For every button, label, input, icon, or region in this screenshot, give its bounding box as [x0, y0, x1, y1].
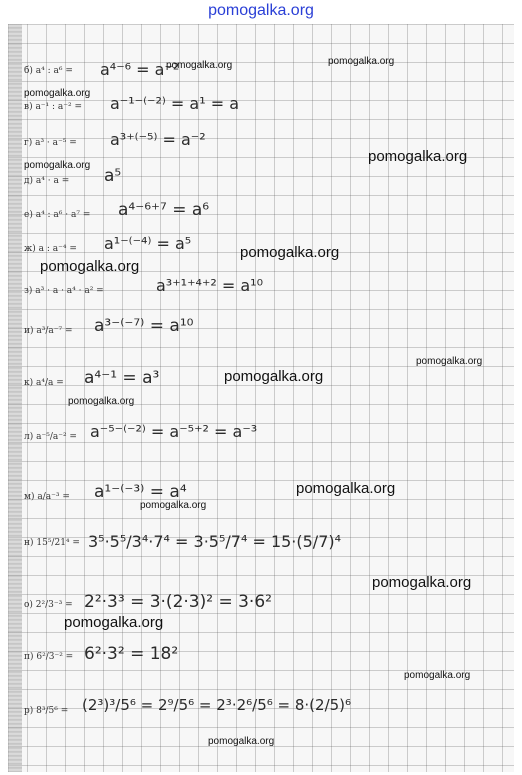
handwritten-solution: a¹⁻⁽⁻⁴⁾ = a⁵: [104, 234, 192, 253]
site-link[interactable]: pomogalka.org: [208, 2, 314, 19]
notebook-page: [8, 24, 514, 772]
watermark: pomogalka.org: [208, 736, 275, 747]
site-header: [0, 0, 522, 22]
handwritten-solution: a⁴⁻¹ = a³: [84, 368, 160, 388]
watermark: pomogalka.org: [24, 160, 91, 171]
watermark: pomogalka.org: [416, 356, 483, 367]
handwritten-solution: 2²·3³ = 3·(2·3)² = 3·6²: [84, 592, 272, 612]
handwritten-solution: 6²·3² = 18²: [84, 644, 179, 664]
watermark: pomogalka.org: [24, 88, 91, 99]
watermark: pomogalka.org: [328, 56, 395, 67]
exercise-label: к) a⁴/a =: [24, 378, 64, 388]
handwritten-solution: a¹⁻⁽⁻³⁾ = a⁴: [94, 482, 187, 502]
exercise-label: д) a⁴ · a =: [24, 176, 70, 186]
watermark: pomogalka.org: [240, 244, 340, 261]
exercise-label: м) a/a⁻³ =: [24, 492, 70, 502]
handwritten-solution: a⁻¹⁻⁽⁻²⁾ = a¹ = a: [110, 94, 240, 113]
watermark: pomogalka.org: [68, 396, 135, 407]
exercise-label: п) 6²/3⁻² =: [24, 652, 74, 662]
handwritten-solution: a⁴⁻⁶⁺⁷ = a⁶: [118, 200, 210, 220]
watermark: pomogalka.org: [166, 60, 233, 71]
exercise-label: в) a⁻¹ : a⁻² =: [24, 102, 83, 112]
watermark: pomogalka.org: [224, 368, 324, 385]
exercise-label: б) a⁴ : a⁶ =: [24, 66, 73, 76]
handwritten-solution: a⁴⁻⁶ = a⁻²: [100, 60, 180, 79]
watermark: pomogalka.org: [296, 480, 396, 497]
handwritten-solution: a³⁺⁽⁻⁵⁾ = a⁻²: [110, 130, 206, 149]
exercise-label: г) a³ · a⁻⁵ =: [24, 138, 77, 148]
exercise-label: л) a⁻⁵/a⁻² =: [24, 432, 77, 442]
handwritten-solution: a⁻⁵⁻⁽⁻²⁾ = a⁻⁵⁺² = a⁻³: [90, 422, 258, 441]
watermark: pomogalka.org: [368, 148, 468, 165]
exercise-label: ж) a : a⁻⁴ =: [24, 244, 77, 254]
handwritten-solution: a³⁻⁽⁻⁷⁾ = a¹⁰: [94, 316, 194, 336]
handwritten-solution: a⁵: [104, 166, 122, 186]
exercise-label: е) a⁴ : a⁶ · a⁷ =: [24, 210, 91, 220]
handwritten-solution: a³⁺¹⁺⁴⁺² = a¹⁰: [156, 276, 264, 295]
handwritten-solution: (2³)³/5⁶ = 2⁹/5⁶ = 2³·2⁶/5⁶ = 8·(2/5)⁶: [82, 696, 352, 714]
watermark: pomogalka.org: [64, 614, 164, 631]
watermark: pomogalka.org: [404, 670, 471, 681]
notebook-spine: [8, 24, 22, 772]
handwritten-solution: 3⁵·5⁵/3⁴·7⁴ = 3·5⁵/7⁴ = 15·(5/7)⁴: [88, 532, 342, 551]
exercise-label: о) 2²/3⁻³ =: [24, 600, 73, 610]
exercise-label: и) a³/a⁻⁷ =: [24, 326, 73, 336]
watermark: pomogalka.org: [140, 500, 207, 511]
watermark: pomogalka.org: [40, 258, 140, 275]
exercise-label: р) 8³/5⁶ =: [24, 706, 69, 716]
watermark: pomogalka.org: [372, 574, 472, 591]
exercise-label: н) 15⁵/21⁴ =: [24, 538, 80, 548]
exercise-label: з) a³ · a · a⁴ · a² =: [24, 286, 104, 296]
